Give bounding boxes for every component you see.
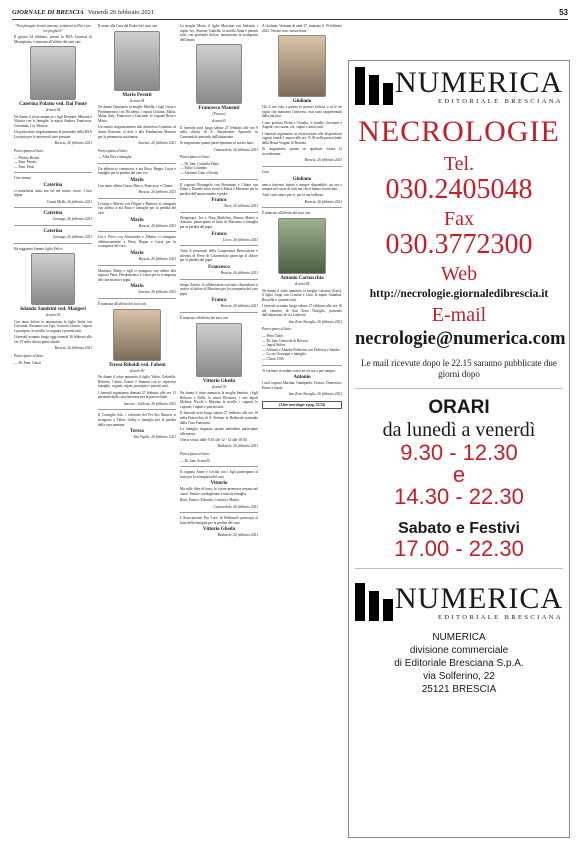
condolence-item: — Fam. Ferrari (14, 160, 37, 165)
obit-name: Francesco (208, 265, 230, 271)
obit-text: È mancato all'affetto dei suoi cari (262, 211, 311, 216)
more-obits-note: (Altre necrologie a pag. 52/54) (262, 401, 342, 410)
weekday-label: da lunedì a venerdì (382, 419, 536, 441)
morning-hours: 9.30 - 12.30 (400, 440, 518, 465)
and-label: e (452, 462, 466, 487)
condolence-item: — Classe 1936 (262, 356, 284, 361)
obit-name: Caterina Polatto ved. Dal Ponte (19, 102, 87, 108)
obit-text: Si ringraziano quanti in qualsiasi forma lo ricorderanno. (262, 147, 342, 156)
obit-text: Lia e Piero con Alessandra e Alberto si stringono affettuosamente a Piera, Beppe e Luisa per la scomparsa del caro (98, 235, 176, 249)
obit-text: Ne danno il triste annuncio il figlio Valter, Gabriella, Roberto, Cinzia, Ermes e Simona con le rispettive famiglie, cognati, nipoti, pronipoti e parenti tutti. (98, 375, 176, 389)
divider (180, 212, 258, 213)
obit-place: Brescia, 26 febbraio 2021 (54, 141, 92, 146)
obit-photo (113, 309, 161, 361)
weekend-label: Sabato e Festivi (398, 520, 520, 537)
brand-subtitle: EDITORIALE BRESCIANA (438, 613, 563, 621)
divider (98, 298, 176, 299)
obit-name: Teresa Riboldi ved. Fabeni (108, 362, 166, 368)
obit-text: Un particolare ringraziamento al personale della RSA Lucrezia per le amorevoli cure prestate. (14, 130, 92, 139)
obit-name: Franco (211, 231, 227, 237)
condolence-item: — Adriano e Anneke Pedercini con Federica e Sandro (262, 347, 340, 352)
condolence-header: Partecipano al lutto: (262, 327, 293, 332)
divider (98, 198, 176, 199)
obit-age: di anni 90 (129, 368, 145, 373)
company-address (355, 631, 563, 696)
obit-text: Il funerale avrà luogo sabato 27 febbraio alle ore 9 nella chiesa di S. Bartolomeo Apostolo in Castenedolo partendo dall'abitazione. (180, 125, 258, 139)
brand-name: NUMERICA (394, 581, 563, 615)
condolence-item: — Dr. Fam. Giusti (14, 360, 41, 365)
obit-name: Antonio (293, 375, 311, 381)
divider (98, 163, 176, 164)
obit-photo (278, 35, 326, 97)
divider (262, 166, 342, 167)
obit-place: Brescia, 26 febbraio 2021 (138, 223, 176, 228)
obit-name: Caterina (43, 182, 63, 188)
obit-photo (196, 323, 242, 377)
obit-place: Bedizzole, 26 febbraio 2021 (217, 444, 258, 449)
obit-name: Francesco Manenti (198, 106, 240, 112)
address-line: di Editoriale Bresciana S.p.A. (394, 658, 524, 669)
obit-place: Brescia, 26 febbraio 2021 (304, 199, 342, 204)
obit-text: I funerali avranno luogo sabato 27 febbraio alle ore 10 nel cimitero di San Zeno Naviglio, partendo dall'abitazione di via Ludovisi. (262, 304, 342, 318)
obit-text: Il senso alla Casa del Padre fra i suoi cari (98, 24, 158, 28)
email-address[interactable]: necrologie@numerica.com (355, 329, 566, 349)
obit-place: Gussago, 26 febbraio 2021 (52, 235, 92, 240)
condolence-item: — Dr. fam. Colombi Fabio (180, 161, 219, 166)
obit-text: Piergiorgio, Ivo e Nara Malfolini, Renato Mattei e Antonia, partecipano al lutto di Massimo e famiglia per la perdita del papà (180, 215, 258, 230)
condolence-item: — Fabio Colombo (180, 166, 207, 171)
obit-text: Un sentito ringraziamento alla dottoressa Cosmina, al dottor Ronzino, al dott. e alla Fondazione Mancini per la premurosa assistenza. (98, 125, 176, 139)
obit-place: Brescia, 26 febbraio 2021 (220, 271, 258, 276)
divider (98, 265, 176, 266)
divider (355, 388, 563, 389)
divider (262, 365, 342, 366)
brand-subtitle: EDITORIALE BRESCIANA (438, 97, 563, 105)
obit-text: Ne danno il triste annuncio la moglie Santina, i figli Roberto e Nella, la nuora Eleonora, i cari nipoti Melissa, Nicolò e Martina, le sorelle, i cognati, le cognate, i nipoti e parenti tutti. (180, 391, 258, 409)
obit-place: Bedizzole, 26 febbraio 2021 (217, 533, 258, 538)
obit-photo (196, 44, 242, 104)
divider (355, 568, 563, 569)
obit-name: Caterina (43, 211, 63, 217)
condolence-item: — Dr. fam. Scarselli (180, 458, 210, 463)
obit-name: Franco (211, 198, 227, 204)
obit-place: Brescia, 26 febbraio 2021 (138, 190, 176, 195)
divider (14, 243, 92, 244)
obit-text: È mancato all'affetto dei suoi cari (180, 316, 229, 320)
obit-place: San Vigilio, 26 febbraio 2021 (133, 435, 176, 440)
obit-name: Mario (130, 177, 144, 183)
divider (180, 245, 258, 246)
divider (180, 312, 258, 313)
column-4 (262, 24, 342, 837)
numerica-logo-icon (355, 583, 389, 621)
obit-place: Brescia, 26 febbraio 2021 (54, 346, 92, 351)
obit-place: Nave, 26 febbraio 2021 (224, 204, 258, 209)
obit-age: di anni 76 (211, 384, 227, 389)
divider (180, 179, 258, 180)
condolence-header: Partecipano al lutto: (14, 354, 45, 358)
obit-age: di anni 94 (129, 98, 145, 103)
obit-place: Casati Molla, 26 febbraio 2021 (46, 199, 92, 204)
obit-text: amico fraterno, buono e sempre disponibile, sei ora e sempre nel cuore di tutti noi che ti hanno conosciuto. (262, 182, 342, 192)
obit-name: Vittorio Gheda (202, 378, 236, 384)
column-2 (98, 24, 176, 837)
obit-text: Ne danno l'annuncio la moglie Mirella, i figli Luisa e Pierdomenico con Nicoletta, i nipoti Cristina, Maria, Matia, Italy, Francesco e Giacomo, le cognate Rose e Maria. (98, 105, 176, 123)
divider (262, 207, 342, 208)
ad-title: NECROLOGIE (358, 115, 560, 148)
obit-name: Vittorio (210, 481, 228, 487)
address-line: via Solferino, 22 (423, 671, 495, 682)
obit-text: Ciao nonna (14, 176, 31, 181)
obit-name: Antonio Cornacchia (280, 276, 324, 282)
obit-age: di anni 84 (294, 282, 310, 287)
condolence-item: — Alba Elia e famiglia (98, 155, 132, 160)
brand-name: NUMERICA (394, 65, 563, 99)
email-label: E-mail (431, 304, 487, 326)
obit-text: Il giorno 24 febbraio, presso la RSA Lucrezia di Montepiano, è mancata all'affetto dei suoi cari (14, 34, 92, 44)
obit-text: L'Associazione Pro Loco di Bedizzole partecipa al lutto della famiglia per la perdita del caro (180, 516, 258, 525)
deadline-note: Le mail ricevute dopo le 22.15 saranno pubblicate due giorni dopo (361, 358, 557, 379)
condolence-item: — Pierino Bersiti (14, 155, 40, 160)
page-number: 53 (559, 8, 568, 17)
divider (180, 512, 258, 513)
obit-photo (30, 46, 76, 100)
divider (98, 231, 176, 232)
obit-place: San Zeno Naviglio, 26 febbraio 2021 (288, 392, 342, 397)
obit-place: Castenedolo, 26 febbraio 2021 (213, 147, 258, 152)
condolence-item: — Dr. fam. Genovali di Brescia (262, 338, 308, 343)
condolence-header: Partecipano al lutto: (98, 148, 129, 153)
afternoon-hours: 14.30 - 22.30 (394, 484, 524, 509)
obit-text: Maurizia, Mario e figli si stringono con affetto alla signora Piera, Pierdomenico e Luisa per la scomparsa del caro marito e papà. (98, 268, 176, 282)
tel-number: 030.2405048 (385, 174, 533, 205)
obit-text: Orario visita: dalle 9.30 alle 12 - 14 alle 18.30. (180, 437, 248, 442)
obit-text: Con tanto dolore lo annunciano le figlie Sofia con Giovanni, Rosanna con Ugo, la nuora Letizia, i nipoti e pronipoti, le sorelle, la cognata e parenti tutti. (14, 319, 92, 334)
obit-text: Ne danno il triste annuncio i figli Donnata, Mirjana e Vittoria con le famiglie, le nipoti Andrea, Francesca, Giovanna, Lia, Monica. (14, 114, 92, 128)
obit-name: Mario Perotti (122, 92, 152, 98)
address-line: 25121 BRESCIA (421, 684, 497, 695)
obit-text: Ne danno il triste annuncio la moglie Caterina (Gaty), il figlio Luigi con Cristina e Lino, le nipoti Annalisa, Rossella e i parenti tutti. (262, 288, 342, 302)
obit-name: Mario (130, 251, 144, 257)
obit-photo (278, 218, 326, 274)
obit-text: Un abbraccio commosso a zia Rosa, Beppe, Luisa e famiglie per la perdita del caro zio (98, 166, 176, 176)
obit-place: Castenedolo, 26 febbraio 2021 (213, 504, 258, 509)
numerica-logo-icon (355, 67, 389, 105)
condolence-item: — Piero Tadei (262, 334, 283, 338)
obit-quote: "Non piangete la mia assenza, sentitemi in Dio e per voi pregherò" (15, 24, 91, 33)
brand-logo-bottom (355, 583, 563, 621)
obit-age: di anni 92 (45, 313, 61, 318)
obit-text: Con tanto affetto Gisan, Marco, Francesco e Chiara. (98, 183, 173, 188)
tel-label: Tel. (443, 153, 475, 175)
condolence-item: — Lo zio Giuseppe e famiglia (262, 352, 306, 357)
issue-date: Venerdì 26 febbraio 2021 (87, 9, 155, 16)
obit-text: Il funerale avrà luogo sabato 27 febbraio alle ore 10 nella Parrocchia di S. Stefano in Bedizzole partendo dalla Casa Funeraria. (180, 411, 258, 425)
obit-text: Roni, Franco, Edoardo, Cristina e Mattia. (180, 498, 240, 503)
obit-age: di anni 94 (45, 108, 61, 113)
obit-text: Ti vorremo ricordare come eri tra noi e per sempre. (262, 368, 336, 373)
divider (98, 409, 176, 410)
condolence-header: Partecipano al lutto: (180, 155, 211, 160)
obit-text: È mancata all'affetto dei suoi cari (98, 302, 146, 307)
address-line: divisione commerciale (409, 645, 509, 656)
obit-place: Brescia, 26 febbraio 2021 (304, 158, 342, 163)
divider (14, 207, 92, 208)
obit-place: Sarezzo, 26 febbraio 2021 (138, 290, 176, 295)
newspaper-name: GIORNALE DI BRESCIA (12, 9, 84, 16)
obit-name: Iolanda Sandrini ved. Mangeri (20, 307, 86, 313)
obit-photo (114, 31, 160, 91)
obit-place: San Zeno Naviglio, 26 febbraio 2021 (288, 319, 342, 324)
weekend-hours: 17.00 - 22.30 (394, 536, 524, 561)
brand-logo (355, 67, 563, 105)
column-1 (14, 24, 92, 837)
obit-name: Vittorio Gheda (202, 527, 236, 533)
page-header (12, 6, 568, 20)
condolence-item: — Ingrid Stifter (262, 343, 286, 348)
obit-place: Sarezzo - Gallena, 26 febbraio 2021 (123, 401, 176, 406)
obit-text: Ha raggiunto l'amato figlio Felice (14, 246, 63, 251)
web-label: Web (440, 263, 478, 285)
condolence-header: Partecipano al lutto: (180, 451, 211, 456)
obit-text: Ma sulle fibre di ferro, le vostre promesse restano nel cuore. Sentite condoglianze a tutta la famiglia. (180, 487, 258, 496)
fax-label: Fax (444, 208, 474, 230)
obit-name: Giuliano (292, 176, 312, 182)
obit-text: Il cognato Amer e Cecilia con i figli partecipano al lutto per la scomparsa del caro (180, 470, 258, 479)
divider (14, 225, 92, 226)
divider (180, 279, 258, 280)
obit-name: Mario (130, 217, 144, 223)
divider (180, 466, 258, 467)
condolence-item: — Fam. Ferni (14, 164, 35, 169)
condolence-header: Partecipano al lutto: (14, 148, 45, 153)
obit-place: Brescia, 26 febbraio 2021 (138, 257, 176, 262)
obit-text: Il cognato Pierangelo con Pierantoni e Chiara con Fabio e Daniele sono vicini a Maria e Massimo per la perdita dell'amato marito e padre (180, 182, 258, 196)
obit-age: di anni 81 (211, 118, 227, 123)
obit-text: I funerali seguiranno domani 27 febbraio alle ore 15 partendo dalla casa funeraria per la parrocchiale. (98, 390, 176, 400)
web-url[interactable]: http://necrologie.giornaledibrescia.it (369, 288, 549, 300)
fax-number: 030.3772300 (385, 229, 533, 260)
hours-title: ORARI (428, 397, 490, 418)
obit-place: Sarezzo, 26 febbraio 2021 (138, 140, 176, 145)
obit-text: I funerali seguiranno in osservazione alle disposizioni vigenti lunedì 1 marzo alle ore 15.30 nella parrocchiale della Beata Vergine di Rezzato. (262, 131, 342, 145)
obit-name: Caterina (43, 229, 63, 235)
obit-text: Si ringraziano quanti parteciperanno al nostro lutto. (180, 141, 255, 146)
obit-nickname: (Franco) (212, 112, 226, 117)
obit-name: Franco (211, 298, 227, 304)
obit-name: Teresa (130, 429, 144, 435)
obit-text: I tuoi cognati Martina, Giampaolo, Franco, Domenico, Ettore e nipoti. (262, 381, 342, 390)
obit-text: Il Consiglio Ads, i volontari del Pet Sos Bazzeri si stringono a Valter, Gabry e famiglia per la perdita della cara mamma (98, 413, 176, 427)
obit-place: Gussago, 26 febbraio 2021 (52, 217, 92, 222)
obit-text: Sergio Zanini, il collaboratore con tutti i dipendenti si unisce al dolore di Massimo per la scomparsa del caro papà (180, 282, 258, 296)
obit-text: Chi il tuo volo è partito lo portavi felicità, e tu le tre ospiti che mancano l'universo, mai sono rappresentati dalla tua luce. (262, 105, 342, 119)
numerica-ad (348, 60, 570, 838)
obit-text: Ciao (262, 169, 269, 174)
obit-place: Lecco, 26 febbraio 2021 (222, 237, 258, 242)
column-3 (180, 24, 258, 837)
obit-text: I tuoi genitori Elena e Claudio, il fratello Giovanni e Angela con Luana, zie, cugini e amici tutti. (262, 120, 342, 130)
obit-text: Tutto il personale della Cooperativa Bresciaforte e rilevato di Pieve di Castenedolo partecipa al dolore per la perdita del papà (180, 249, 258, 263)
obit-name: Giuliano (292, 99, 312, 105)
obit-place: Brescia, 26 febbraio 2021 (220, 304, 258, 309)
obit-text: Liviana e Alberto con Filippo e Beatrice si stringono con affetto a zia Rosa e famiglie per la perdita del caro (98, 201, 176, 216)
obit-text: Tutti i tuoi amici per te, per la tua bellezza. (262, 193, 324, 198)
condolence-item: — Antonini Gino e Orsola (180, 170, 219, 175)
obit-name: Mario (130, 284, 144, 290)
obit-text: La moglie Maria, il figlio Massimo con Stefania, i nipoti Ivo, Simone, Isabella, la sorella Anna e parenti tutti, con profondo dolore, annunciano la scomparsa dell'amato (180, 24, 258, 42)
divider (14, 172, 92, 173)
obit-text: A Giuliano Vertuani di anni 37, mancato il 19 febbraio 2021. Nostro caro, nostro bene. (262, 24, 342, 33)
obit-photo (31, 253, 75, 305)
address-line: NUMERICA (432, 632, 486, 643)
obit-text: ci mancherai tanto ma sei nel nostro cuore. I tuoi nipoti. (14, 188, 92, 198)
obit-text: La famiglia ringrazia quanti intendono partecipare alla messa. (180, 426, 258, 436)
obit-text: I funerali avranno luogo oggi venerdì 26 febbraio alle ore 15 nella chiesa parrocchiale. (14, 335, 92, 345)
